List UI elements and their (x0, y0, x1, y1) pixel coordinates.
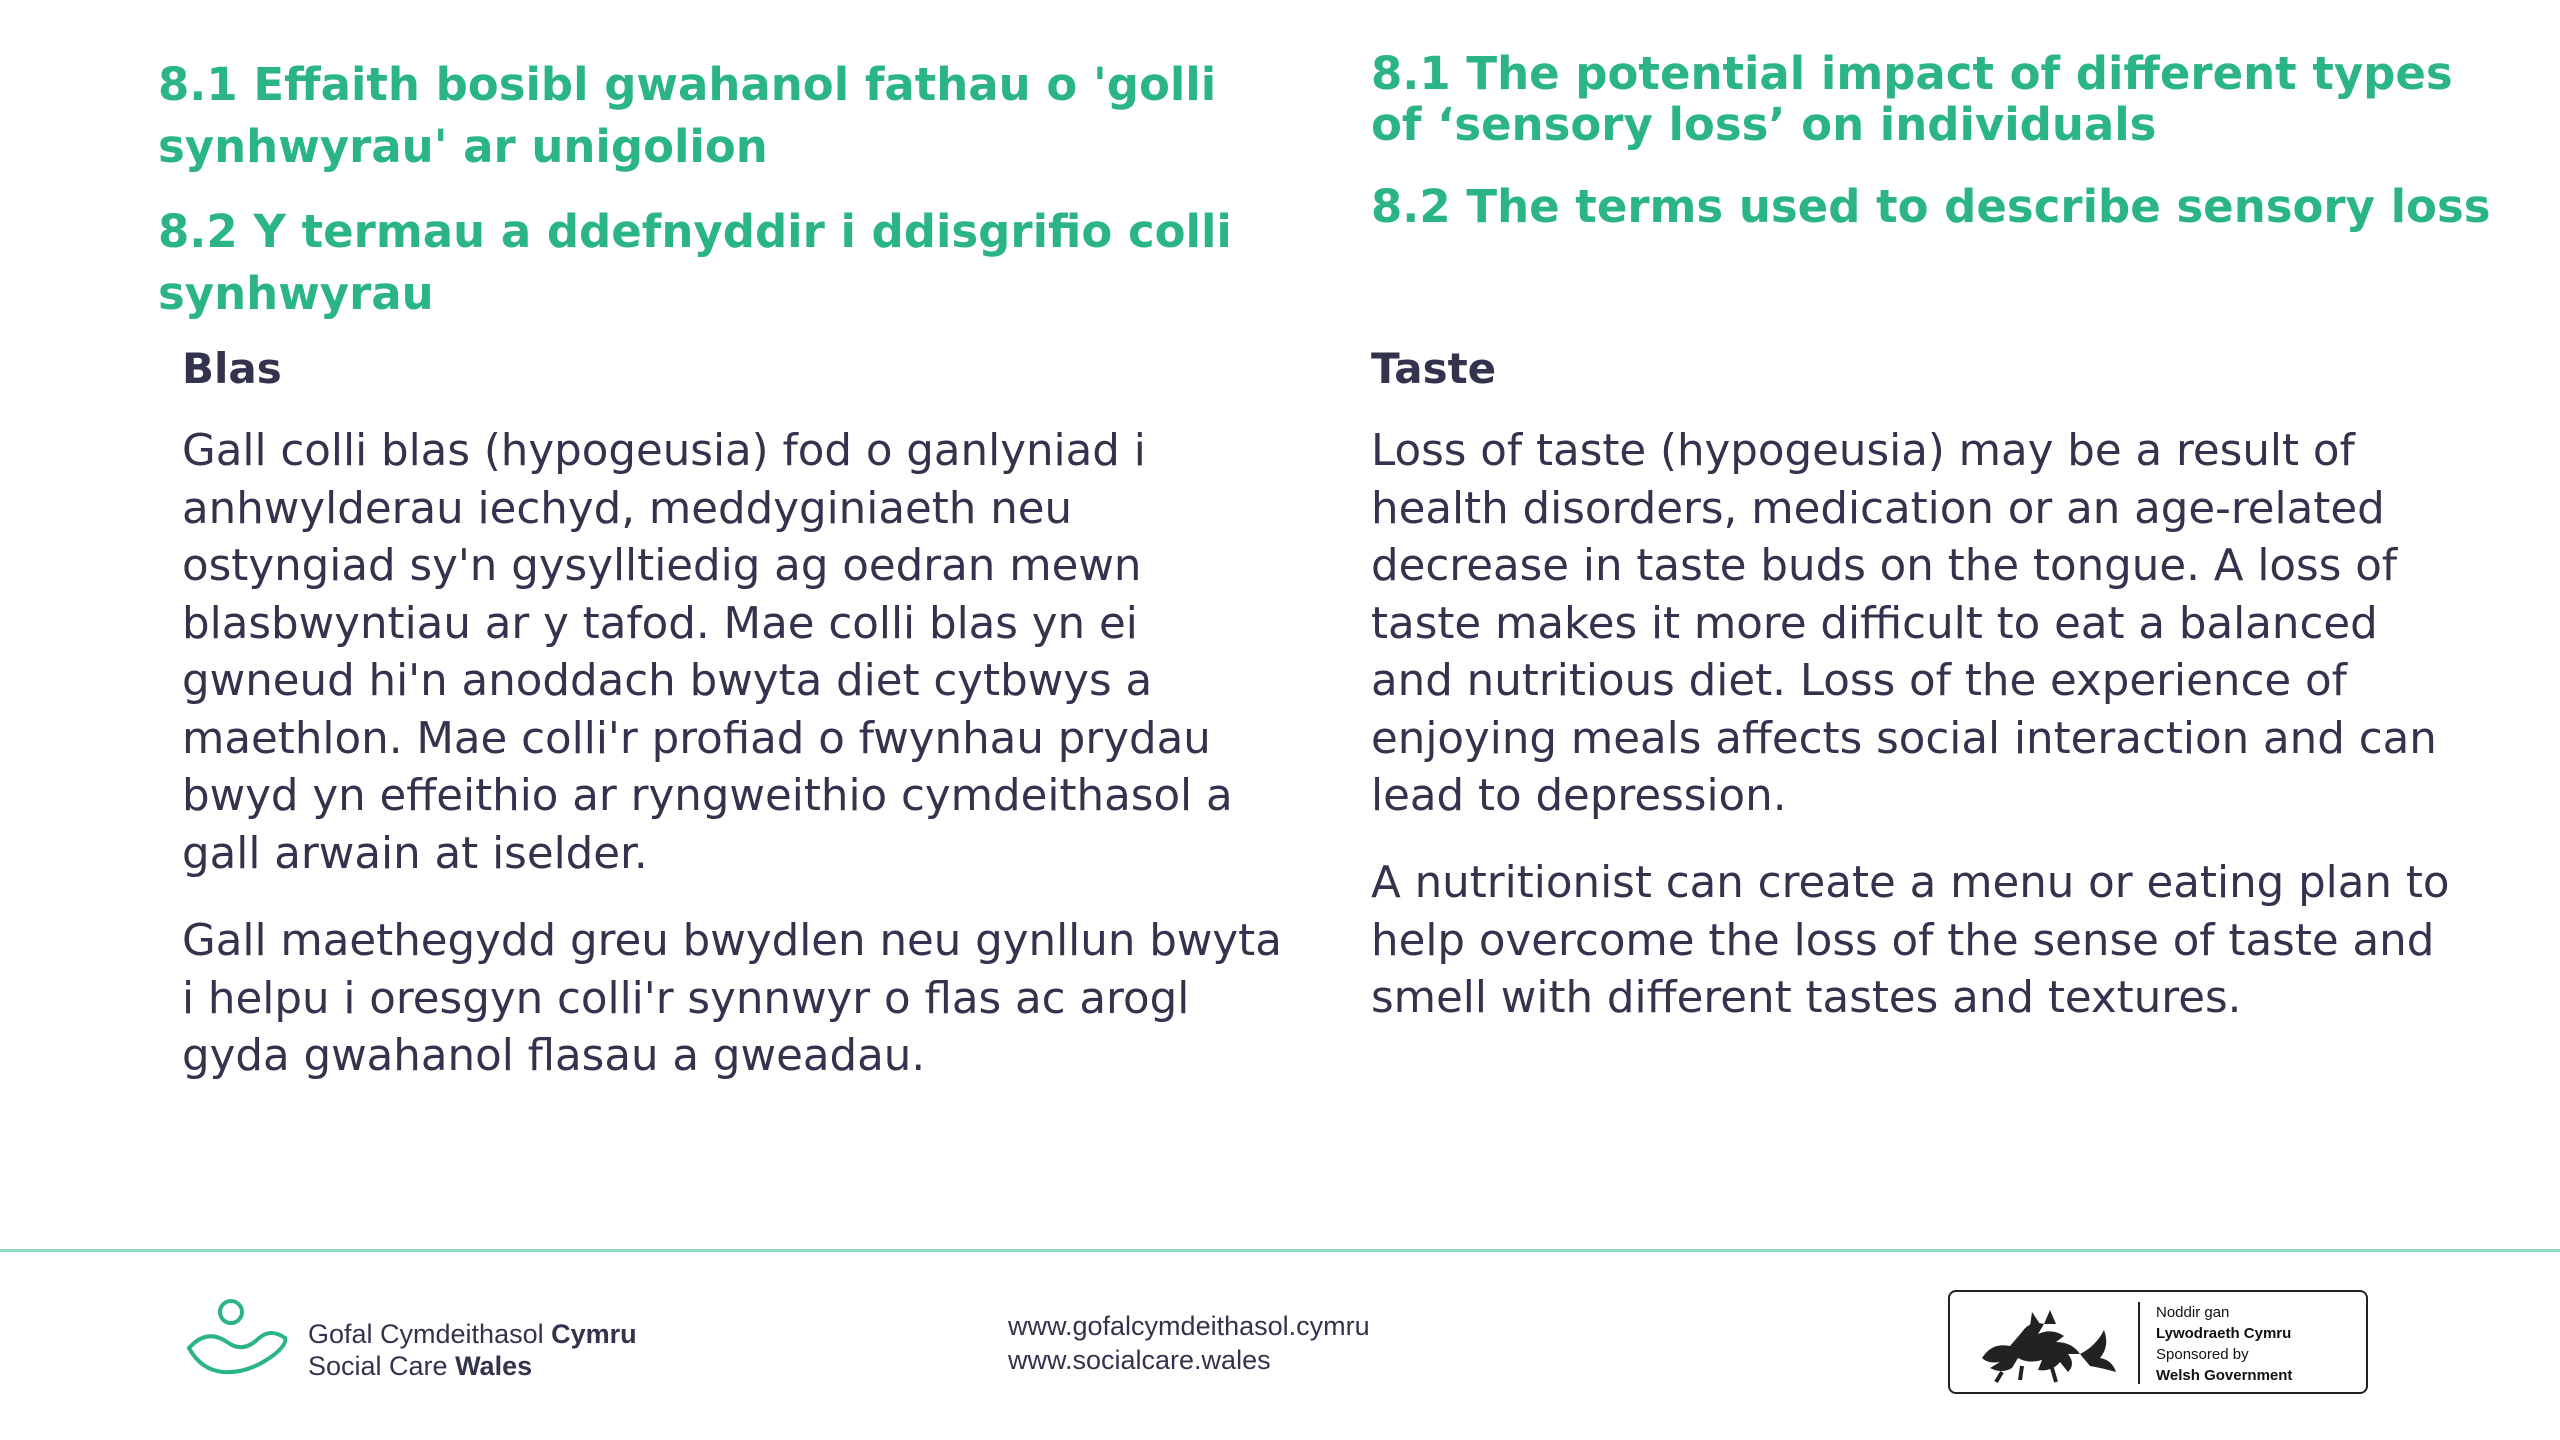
badge-divider (2138, 1302, 2140, 1384)
sponsor-line-1: Noddir gan (2156, 1304, 2230, 1321)
logo-text-welsh-bold: Cymru (551, 1319, 637, 1349)
url-welsh-link[interactable]: www.gofalcymdeithasol.cymru (1008, 1311, 1370, 1341)
welsh-subheading: Blas (182, 344, 282, 393)
sponsor-text (2156, 1302, 2292, 1386)
footer-divider (0, 1249, 2560, 1252)
english-paragraph-1: Loss of taste (hypogeusia) may be a result of health disorders, medication or an age-related decrease in taste buds on the tongue. A loss of taste makes it more difficult to eat a balanced and nutritious diet. Loss of the experience of enjoying meals affects social interaction and can lead to depression. (1371, 426, 2437, 821)
english-heading-8-1: 8.1 The potential impact of different types of ‘sensory loss’ on individuals (1371, 47, 2453, 151)
logo-text-welsh: Gofal Cymdeithasol (308, 1319, 552, 1349)
english-heading-8-2: 8.2 The terms used to describe sensory loss (1371, 180, 2491, 233)
english-paragraph-2: A nutritionist can create a menu or eating plan to help overcome the loss of the sense of taste and smell with different tastes and textures. (1371, 858, 2450, 1023)
welsh-dragon-icon (1972, 1302, 2122, 1386)
logo-text-english-bold: Wales (455, 1351, 533, 1381)
welsh-paragraph-1: Gall colli blas (hypogeusia) fod o ganlyniad i anhwylderau iechyd, meddyginiaeth neu ostyngiad sy'n gysylltiedig ag oedran mewn blasbwyntiau ar y tafod. Mae colli blas yn ei gwneud hi'n anoddach bwyta diet cytbwys a maethlon. Mae colli'r profiad o fwynhau prydau bwyd yn effeithio ar ryngweithio cymdeithasol a gall arwain at iselder. (182, 426, 1233, 879)
footer-urls (1008, 1309, 1370, 1377)
english-subheading: Taste (1371, 344, 1497, 393)
url-english-link[interactable]: www.socialcare.wales (1008, 1345, 1271, 1375)
sponsor-line-3: Sponsored by (2156, 1346, 2249, 1363)
welsh-heading-8-1: 8.1 Effaith bosibl gwahanol fathau o 'golli synhwyrau' ar unigolion (158, 58, 1217, 173)
welsh-paragraph-2: Gall maethegydd greu bwydlen neu gynllun bwyta i helpu i oresgyn colli'r synnwyr o flas ac arogl gyda gwahanol flasau a gweadau. (182, 916, 1282, 1081)
social-care-wales-logo (183, 1298, 723, 1382)
welsh-heading-8-2: 8.2 Y termau a ddefnyddir i ddisgrifio colli synhwyrau (158, 205, 1232, 320)
social-care-wales-logo-icon (183, 1298, 293, 1382)
sponsor-line-2: Lywodraeth Cymru (2156, 1325, 2292, 1342)
sponsor-line-4: Welsh Government (2156, 1367, 2293, 1384)
logo-text-english: Social Care (308, 1351, 456, 1381)
social-care-wales-wordmark (308, 1318, 637, 1382)
welsh-government-sponsor-badge (1948, 1290, 2368, 1394)
